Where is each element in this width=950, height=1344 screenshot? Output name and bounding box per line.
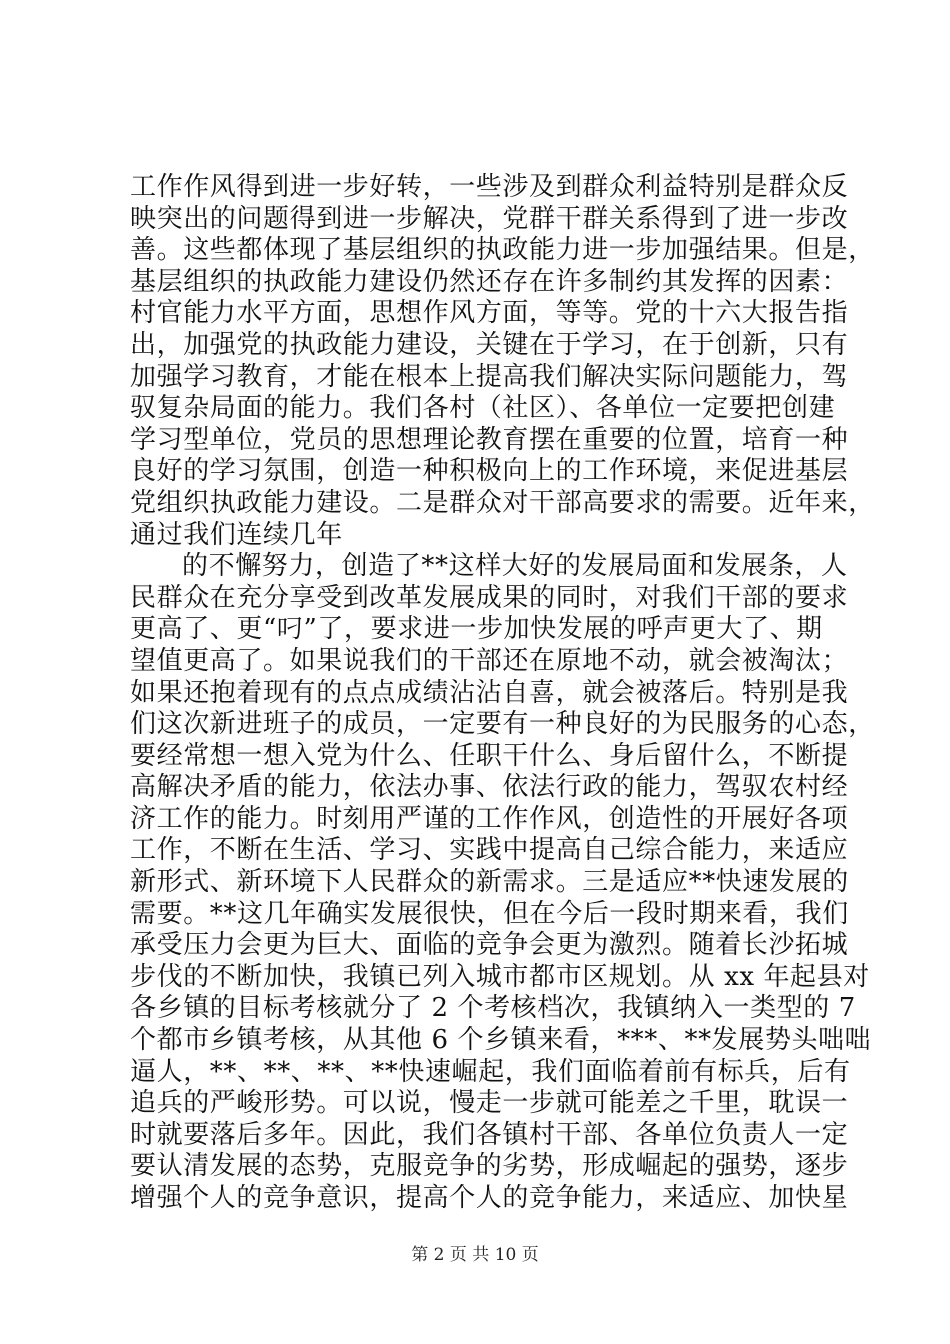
text-line: 要经常想一想入党为什么、任职干什么、身后留什么，不断提	[130, 740, 849, 771]
text-line: 驭复杂局面的能力。我们各村（社区）、各单位一定要把创建	[130, 393, 836, 424]
text-line: 工作作风得到进一步好转，一些涉及到群众利益特别是群众反	[130, 172, 849, 202]
text-line: 逼人，**、**、**、**快速崛起，我们面临着前有标兵，后有	[130, 1056, 851, 1087]
text-line: 村官能力水平方面，思想作风方面，等等。党的十六大报告指	[130, 298, 849, 329]
text-line: 出，加强党的执政能力建设，关键在于学习，在于创新，只有	[130, 329, 849, 360]
text-line: 追兵的严峻形势。可以说，慢走一步就可能差之千里，耽误一	[130, 1088, 849, 1119]
text-line: 新形式、新环境下人民群众的新需求。三是适应**快速发展的	[130, 867, 849, 898]
text-line: 要认清发展的态势，克服竞争的劣势，形成崛起的强势，逐步	[130, 1151, 849, 1182]
text-line: 增强个人的竞争意识，提高个人的竞争能力，来适应、加快星	[130, 1183, 849, 1213]
text-line: 民群众在充分享受到改革发展成果的同时，对我们干部的要求	[130, 582, 849, 613]
text-line: 学习型单位，党员的思想理论教育摆在重要的位置，培育一种	[130, 424, 849, 455]
document-body	[130, 172, 875, 1215]
text-line: 时就要落后多年。因此，我们各镇村干部、各单位负责人一定	[130, 1119, 849, 1150]
text-line: 党组织执政能力建设。二是群众对干部高要求的需要。近年来，	[130, 487, 875, 518]
text-line: 如果还抱着现有的点点成绩沾沾自喜，就会被落后。特别是我	[130, 677, 849, 708]
text-line: 各乡镇的目标考核就分了 2 个考核档次，我镇纳入一类型的 7	[130, 993, 856, 1024]
text-line: 基层组织的执政能力建设仍然还存在许多制约其发挥的因素：	[130, 266, 849, 297]
text-line: 良好的学习氛围，创造一种积极向上的工作环境，来促进基层	[130, 456, 849, 487]
text-line: 更高了、更“叼”了，要求进一步加快发展的呼声更大了、期	[130, 614, 823, 645]
text-line: 望值更高了。如果说我们的干部还在原地不动，就会被淘汰；	[130, 645, 849, 676]
text-line: 映突出的问题得到进一步解决，党群干群关系得到了进一步改	[130, 203, 849, 234]
text-line: 们这次新进班子的成员，一定要有一种良好的为民服务的心态，	[130, 709, 875, 740]
text-line: 工作，不断在生活、学习、实践中提高自己综合能力，来适应	[130, 835, 849, 866]
paragraph-start-line: 的不懈努力，创造了**这样大好的发展局面和发展条，人	[182, 551, 848, 582]
text-line: 需要。**这几年确实发展很快，但在今后一段时期来看，我们	[130, 898, 849, 929]
text-line: 加强学习教育，才能在根本上提高我们解决实际问题能力，驾	[130, 361, 849, 392]
text-line: 通过我们连续几年	[130, 519, 343, 550]
text-line: 善。这些都体现了基层组织的执政能力进一步加强结果。但是，	[130, 235, 875, 266]
text-line: 承受压力会更为巨大、面临的竞争会更为激烈。随着长沙拓城	[130, 930, 849, 961]
text-line: 济工作的能力。时刻用严谨的工作作风，创造性的开展好各项	[130, 803, 849, 834]
text-line: 个都市乡镇考核，从其他 6 个乡镇来看，***、**发展势头咄咄	[130, 1025, 872, 1056]
page-number-footer: 第 2 页 共 10 页	[411, 1245, 539, 1265]
text-line: 步伐的不断加快，我镇已列入城市都市区规划。从 xx 年起县对	[130, 961, 870, 992]
text-line: 高解决矛盾的能力，依法办事、依法行政的能力，驾驭农村经	[130, 772, 849, 803]
